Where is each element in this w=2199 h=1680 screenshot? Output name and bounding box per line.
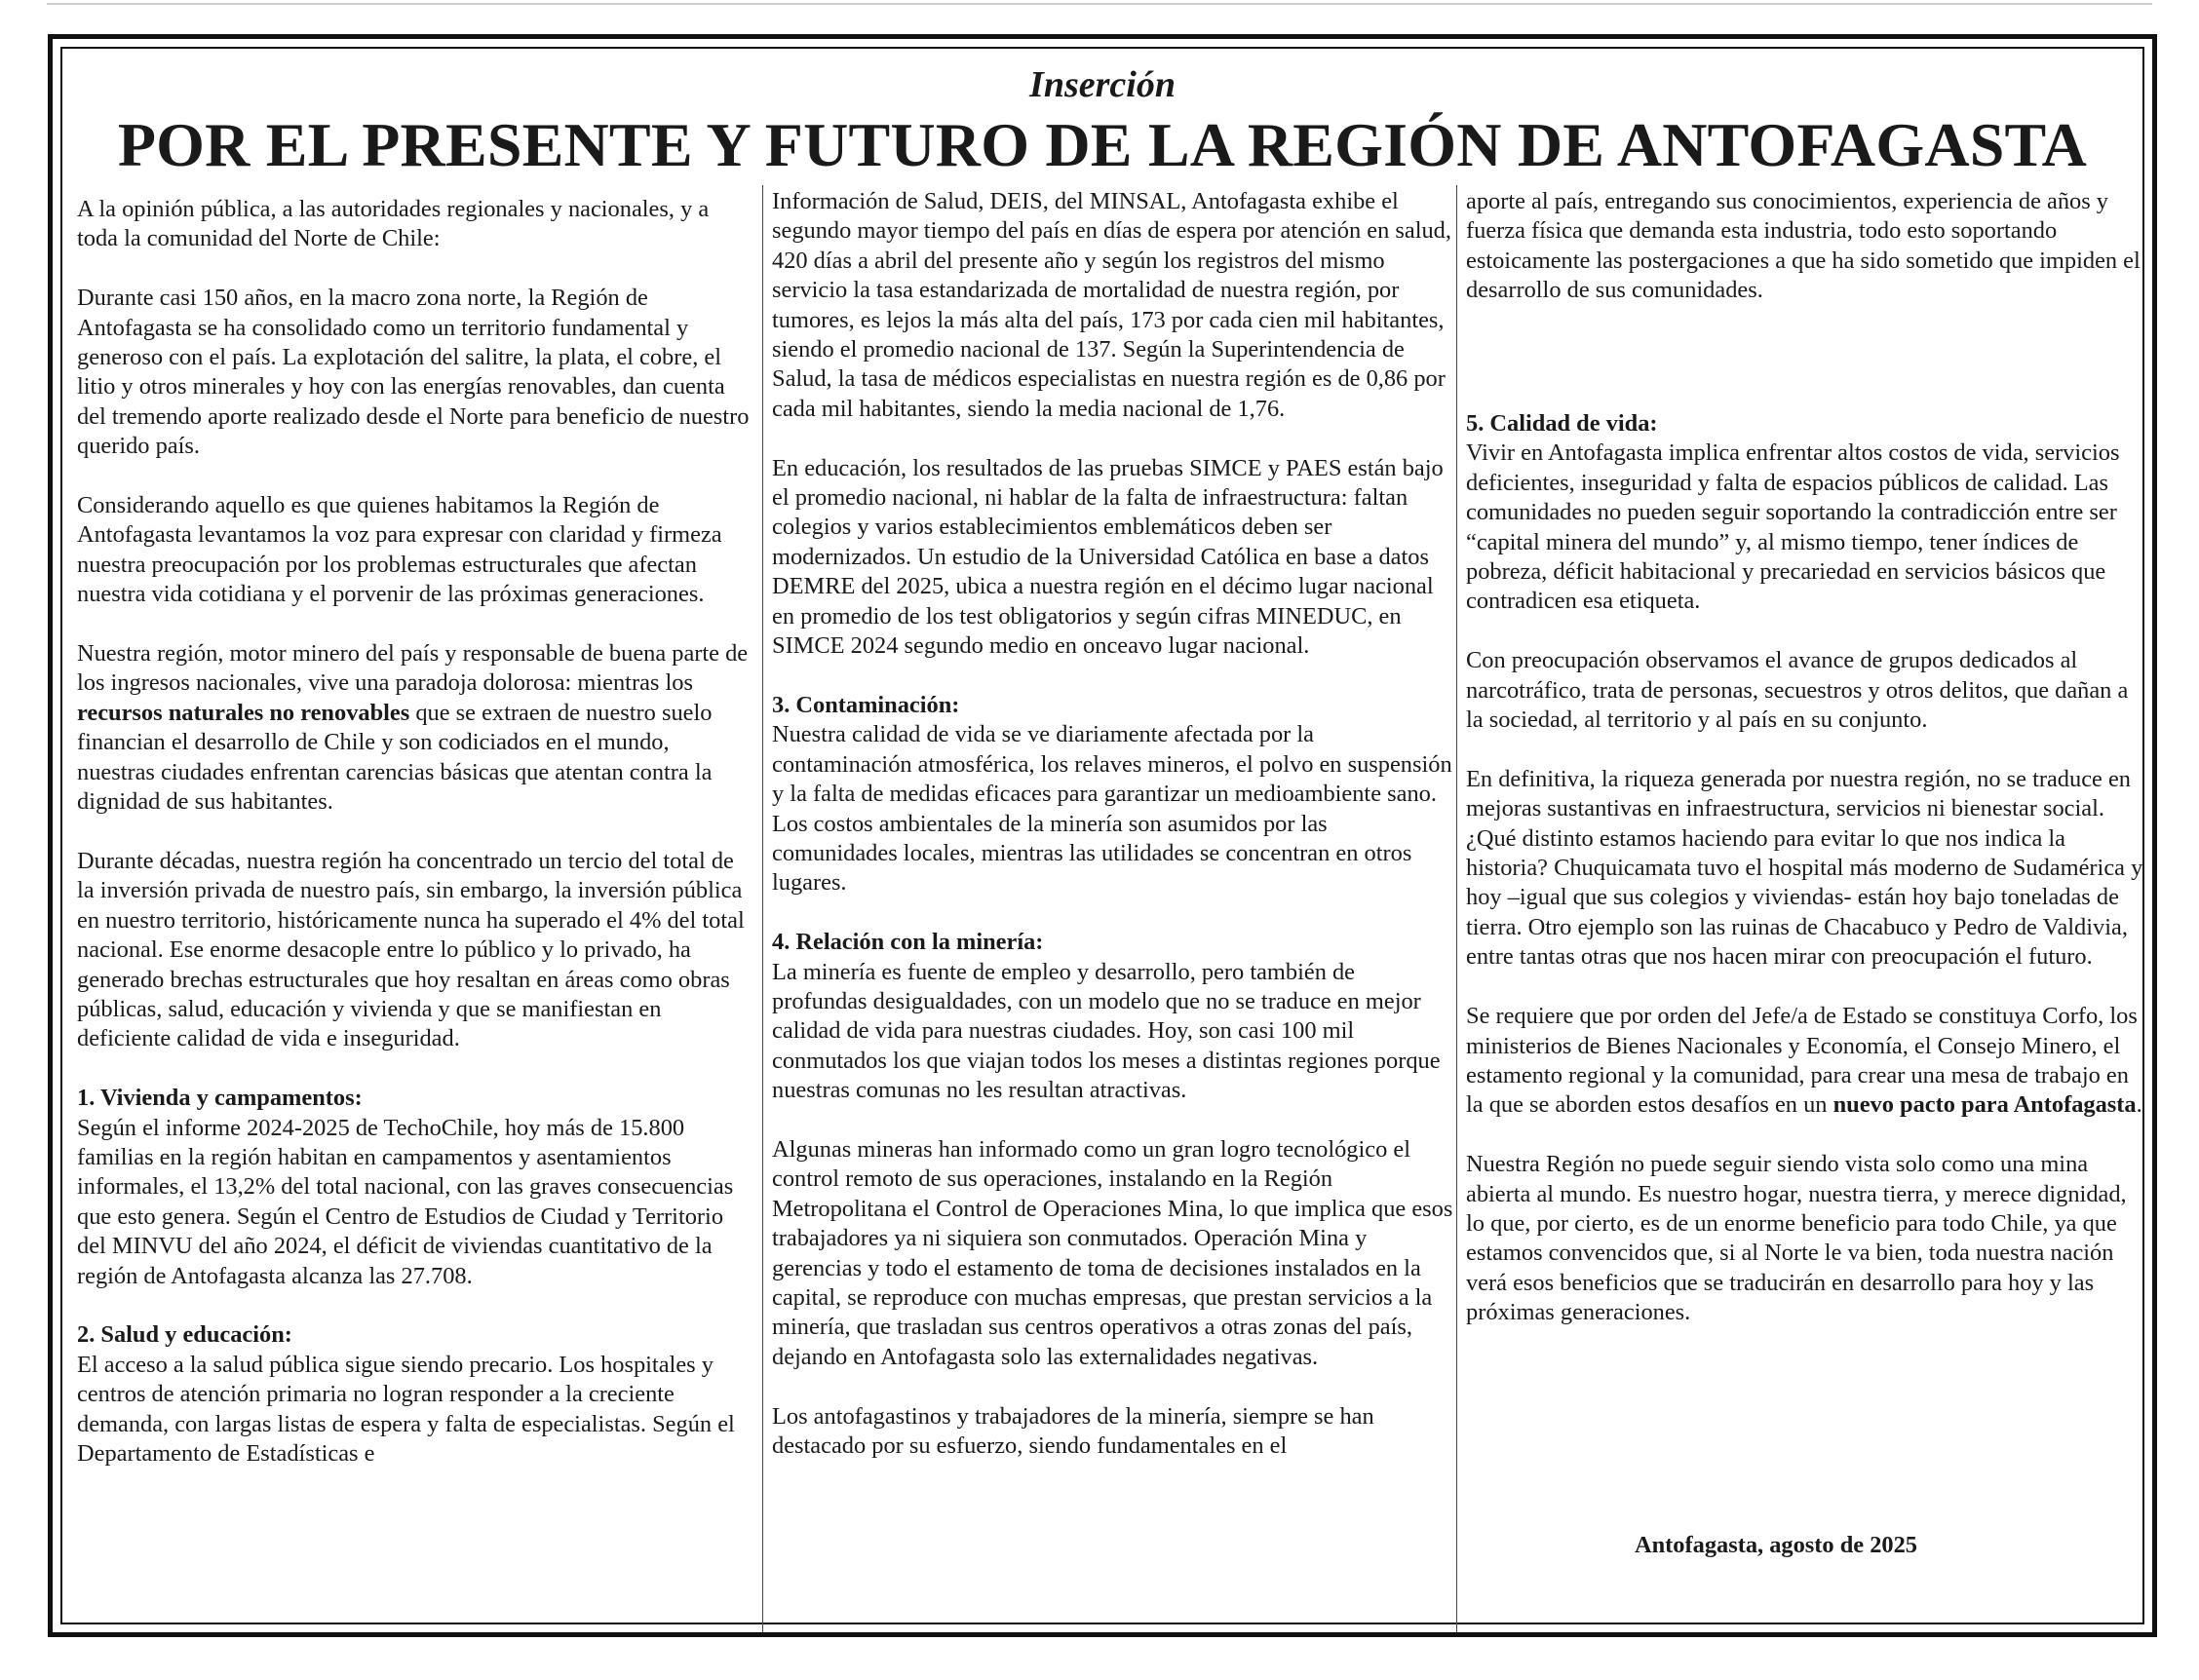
paragraph: Según el informe 2024-2025 de TechoChile, hoy más de 15.800 familias en la región habitan en campamentos y asentamientos informales, el 13,2% del total nacional, con las graves consecuencias que esto genera. Según el Centro de Estudios de Ciudad y Territorio del MINVU del año 2024, el déficit de viviendas cuantitativo de la región de Antofagasta alcanza las 27.708. [77,1114,734,1289]
paragraph: Nuestra Región no puede seguir siendo vista solo como una mina abierta al mundo. Es nuestro hogar, nuestra tierra, y merece dignidad, lo que, por cierto, es de un enorme beneficio para todo Chile, ya que estamos convencidos que, si al Norte le va bien, toda nuestra nación verá esos beneficios que se traducirán en desarrollo para hoy y las próximas generaciones. [1466,1151,2127,1326]
section-heading: 1. Vivienda y campamentos: [77,1085,363,1112]
text-run: . [2136,1091,2142,1119]
paragraph [1466,1002,2148,1121]
spacer [1466,335,2148,409]
headline: POR EL PRESENTE Y FUTURO DE LA REGIÓN DE ANTOFAGASTA [117,110,2088,179]
paragraph: Algunas mineras han informado como un gran logro tecnológico el control remoto de sus operaciones, instalando en la Región Metropolitana el Control de Operaciones Mina, lo que implica que esos trabajadores ya ni siquiera son conmutados. Operación Mina y gerencias y todo el estamento de toma de decisiones instalados en la capital, se reproduce con muchas empresas, que prestan servicios a la minería, que trasladan sus centros operativos a otras zonas del país, dejando en Antofagasta solo las externalidades negativas. [772,1135,1453,1370]
paragraph: Información de Salud, DEIS, del MINSAL, Antofagasta exhibe el segundo mayor tiempo del país en días de espera por atención en salud, 420 días a abril del presente año y según los registros del mismo servicio la tasa estandarizada de mortalidad de nuestra región, por tumores, es lejos la más alta del país, 173 por cada cien mil habitantes, siendo el promedio nacional de 137. Según la Superintendencia de Salud, la tasa de médicos especialistas en nuestra región es de 0,86 por cada mil habitantes, siendo la media nacional de 1,76. [772,188,1451,422]
signature-line: Antofagasta, agosto de 2025 [1635,1532,1917,1558]
section-heading: 4. Relación con la minería: [772,929,1044,956]
text-run: Se requiere que por orden del Jefe/a de Estado se constituya Corfo, los ministerios de Bienes Nacionales y Economía, el Consejo Minero, el estamento regional y la comunidad, para crear una mesa de trabajo en la que se aborden estos desafíos en un [1466,1003,2138,1119]
column-divider [762,185,763,1632]
kicker: Inserción [1029,64,1176,105]
column-1 [77,195,752,1499]
column-2 [772,187,1454,1491]
section-heading: 3. Contaminación: [772,691,960,718]
column-divider [1456,185,1457,1632]
top-rule [47,3,2152,5]
paragraph: Durante décadas, nuestra región ha concentrado un tercio del total de la inversión privada de nuestro país, sin embargo, la inversión pública en nuestro territorio, históricamente nunca ha superado el 4% del total nacional. Ese enorme desacople entre lo público y lo privado, ha generado brechas estructurales que hoy resaltan en áreas como obras públicas, salud, educación y vivienda y que se manifiestan en deficiente calidad de vida e inseguridad. [77,847,745,1052]
paragraph: Considerando aquello es que quienes habitamos la Región de Antofagasta levantamos la voz para expresar con claridad y firmeza nuestra preocupación por los problemas estructurales que afectan nuestra vida cotidiana y el porvenir de las próximas generaciones. [77,492,722,608]
bold-phrase: nuevo pacto para Antofagasta [1832,1091,2137,1119]
paragraph: A la opinión pública, a las autoridades regionales y nacionales, y a toda la comunidad del Norte de Chile: [77,196,710,252]
paragraph: En educación, los resultados de las pruebas SIMCE y PAES están bajo el promedio nacional, ni hablar de la falta de infraestructura: faltan colegios y varios establecimientos emblemáticos deben ser modernizados. Un estudio de la Universidad Católica en base a datos DEMRE del 2025, ubica a nuestra región en el décimo lugar nacional en promedio de los test obligatorios y según cifras MINEDUC, en SIMCE 2024 segundo medio en onceavo lugar nacional. [772,454,1444,660]
ad-frame [48,34,2157,1637]
paragraph: Vivir en Antofagasta implica enfrentar altos costos de vida, servicios deficientes, inseguridad y falta de espacios públicos de calidad. Las comunidades no pueden seguir soportando la contradicción entre ser “capital minera del mundo” y, al mismo tiempo, tener índices de pobreza, déficit habitacional y precariedad en servicios básicos que contradicen esa etiqueta. [1466,439,2120,615]
paragraph: En definitiva, la riqueza generada por nuestra región, no se traduce en mejoras sustantivas en infraestructura, servicios ni bienestar social. ¿Qué distinto estamos haciendo para evitar lo que nos indica la historia? Chuquicamata tuvo el hospital más moderno de Sudamérica y hoy –igual que sus colegios y viviendas- están hoy bajo toneladas de tierra. Otro ejemplo son las ruinas de Chacabuco y Pedro de Valdivia, entre tantas otras que nos hacen mirar con preocupación el futuro. [1466,765,2143,971]
section-heading: 5. Calidad de vida: [1466,410,1658,438]
paragraph: El acceso a la salud pública sigue siendo precario. Los hospitales y centros de atención primaria no logran responder a la creciente demanda, con largas listas de espera y falta de especialistas. Según el Departamento de Estadísticas e [77,1351,735,1467]
paragraph [77,639,752,817]
paragraph: Nuestra calidad de vida se ve diariamente afectada por la contaminación atmosférica, los relaves mineros, el polvo en suspensión y la falta de medidas eficaces para garantizar un medioambiente sano. Los costos ambientales de la minería son asumidos por las comunidades locales, mientras las utilidades se concentran en otros lugares. [772,721,1452,897]
text-run: Nuestra región, motor minero del país y responsable de buena parte de los ingresos nacionales, vive una paradoja dolorosa: mientras los [77,640,749,697]
section-heading: 2. Salud y educación: [77,1321,292,1349]
paragraph: La minería es fuente de empleo y desarrollo, pero también de profundas desigualdades, con un modelo que no se traduce en mejor calidad de vida para nuestras ciudades. Hoy, son casi 100 mil conmutados los que viajan todos los meses a distintas regiones porque nuestras comunas no les resultan atractivas. [772,958,1441,1104]
paragraph: Con preocupación observamos el avance de grupos dedicados al narcotráfico, trata de personas, secuestros y otros delitos, que dañan a la sociedad, al territorio y al país en su conjunto. [1466,647,2129,734]
paragraph: Durante casi 150 años, en la macro zona norte, la Región de Antofagasta se ha consolidado como un territorio fundamental y generoso con el país. La explotación del salitre, la plata, el cobre, el litio y otros minerales y hoy con las energías renovables, dan cuenta del tremendo aporte realizado desde el Norte para beneficio de nuestro querido país. [77,285,750,460]
paragraph: Los antofagastinos y trabajadores de la minería, siempre se han destacado por su esfuerzo, siendo fundamentales en el [772,1402,1374,1459]
bold-phrase: recursos naturales no renovables [77,699,410,726]
paragraph: aporte al país, entregando sus conocimientos, experiencia de años y fuerza física que demanda esta industria, todo esto soportando estoicamente las postergaciones a que ha sido sometido que impiden el desarrollo de sus comunidades. [1466,188,2141,304]
text-run: que se extraen de nuestro suelo financian el desarrollo de Chile y son codiciados en el mundo, nuestras ciudades enfrentan carencias básicas que atentan contra la dignidad de sus habitantes. [77,699,713,816]
column-3 [1466,187,2148,1357]
